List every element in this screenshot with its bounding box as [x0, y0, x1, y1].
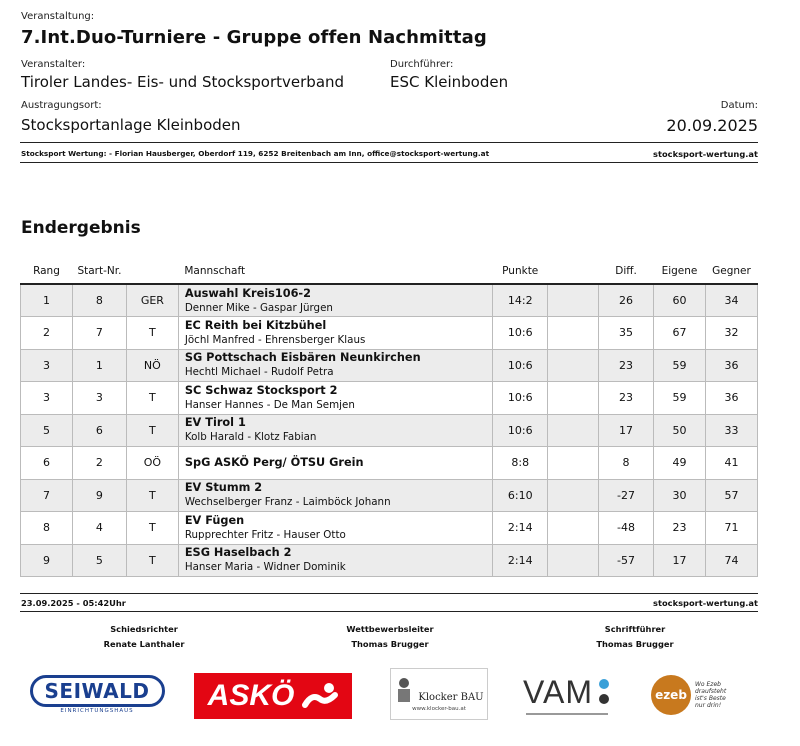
team-cell	[178, 349, 492, 382]
difference-cell: 35	[599, 317, 654, 350]
footer-website: stocksport-wertung.at	[653, 598, 758, 608]
col-nat	[126, 258, 178, 284]
col-team: Mannschaft	[178, 258, 492, 284]
askoe-text: ASKÖ	[207, 679, 295, 712]
provider-website: stocksport-wertung.at	[653, 149, 758, 159]
own-score-cell: 23	[654, 512, 706, 545]
team-name: SpG ASKÖ Perg/ ÖTSU Grein	[184, 456, 364, 470]
rank-cell: 7	[21, 479, 73, 512]
region-cell: T	[126, 382, 178, 415]
table-row	[21, 382, 758, 415]
official-role-referee: Schiedsrichter	[110, 624, 178, 634]
team-players: Hechtl Michael - Rudolf Petra	[184, 366, 334, 379]
difference-cell: -57	[599, 544, 654, 577]
vam-underline	[526, 713, 608, 715]
opponent-score-cell: 57	[705, 479, 757, 512]
start-number-cell: 1	[72, 349, 126, 382]
venue-label: Austragungsort:	[21, 100, 102, 111]
table-row	[21, 317, 758, 350]
team-cell	[178, 317, 492, 350]
start-number-cell: 5	[72, 544, 126, 577]
sponsor-ezeb-logo	[650, 670, 732, 720]
sponsor-askoe-logo	[194, 673, 352, 719]
askoe-figure-icon	[302, 681, 338, 711]
team-name: EV Stumm 2	[184, 481, 263, 495]
col-eigene: Eigene	[654, 258, 706, 284]
col-start: Start-Nr.	[72, 258, 126, 284]
opponent-score-cell: 41	[705, 447, 757, 480]
provider-info: Stocksport Wertung: - Florian Hausberger, Oberdorf 119, 6252 Breitenbach am Inn, office@stocksport-wertung.at	[21, 149, 490, 158]
difference-cell: 23	[599, 382, 654, 415]
team-cell	[178, 382, 492, 415]
official-name-referee: Renate Lanthaler	[103, 639, 185, 649]
footer-divider-top	[20, 593, 758, 594]
seiwald-text: SEIWALD	[44, 678, 150, 703]
region-cell: T	[126, 544, 178, 577]
start-number-cell: 3	[72, 382, 126, 415]
rank-cell: 9	[21, 544, 73, 577]
team-players: Jöchl Manfred - Ehrensberger Klaus	[184, 333, 366, 346]
event-title: 7.Int.Duo-Turniere - Gruppe offen Nachmittag	[21, 27, 487, 48]
opponent-score-cell: 74	[705, 544, 757, 577]
table-row	[21, 479, 758, 512]
opponent-score-cell: 34	[705, 284, 757, 317]
team-cell	[178, 544, 492, 577]
own-score-cell: 49	[654, 447, 706, 480]
points-cell: 8:8	[493, 447, 548, 480]
sponsor-vam-logo	[518, 670, 616, 718]
col-rang: Rang	[21, 258, 73, 284]
official-name-clerk: Thomas Brugger	[596, 639, 674, 649]
region-cell: T	[126, 317, 178, 350]
rank-cell: 5	[21, 414, 73, 447]
team-name: SG Pottschach Eisbären Neunkirchen	[184, 351, 421, 365]
team-name: ESG Haselbach 2	[184, 546, 292, 560]
own-score-cell: 59	[654, 382, 706, 415]
sponsor-seiwald-logo	[35, 670, 159, 718]
region-cell: T	[126, 512, 178, 545]
difference-cell: 26	[599, 284, 654, 317]
team-players: Denner Mike - Gaspar Jürgen	[184, 301, 333, 314]
points-cell: 10:6	[493, 382, 548, 415]
difference-cell: 17	[599, 414, 654, 447]
team-cell	[178, 414, 492, 447]
table-row	[21, 544, 758, 577]
region-cell: T	[126, 479, 178, 512]
start-number-cell: 8	[72, 284, 126, 317]
klocker-text: Klocker BAU	[418, 691, 484, 703]
official-role-director: Wettbewerbsleiter	[346, 624, 434, 634]
team-cell	[178, 284, 492, 317]
start-number-cell: 4	[72, 512, 126, 545]
organizer: Tiroler Landes- Eis- und Stocksportverband	[21, 73, 345, 91]
team-name: EC Reith bei Kitzbühel	[184, 318, 327, 332]
table-row	[21, 447, 758, 480]
opponent-score-cell: 33	[705, 414, 757, 447]
blank-cell	[548, 349, 599, 382]
footer-divider-bottom	[20, 611, 758, 612]
print-timestamp: 23.09.2025 - 05:42Uhr	[21, 598, 126, 608]
points-cell: 10:6	[493, 414, 548, 447]
blank-cell	[548, 382, 599, 415]
region-cell: NÖ	[126, 349, 178, 382]
table-header	[21, 258, 758, 284]
opponent-score-cell: 36	[705, 382, 757, 415]
vam-dots-icon	[597, 677, 611, 707]
col-blank	[548, 258, 599, 284]
rank-cell: 6	[21, 447, 73, 480]
sponsor-klocker-logo	[390, 668, 488, 720]
opponent-score-cell: 32	[705, 317, 757, 350]
blank-cell	[548, 284, 599, 317]
difference-cell: -27	[599, 479, 654, 512]
team-players: Hanser Hannes - De Man Semjen	[184, 398, 355, 411]
seiwald-sub: EINRICHTUNGSHAUS	[60, 707, 134, 714]
section-title: Endergebnis	[21, 218, 141, 238]
rank-cell: 3	[21, 382, 73, 415]
blank-cell	[548, 479, 599, 512]
official-name-director: Thomas Brugger	[351, 639, 429, 649]
team-players: Hanser Maria - Widner Dominik	[184, 561, 346, 574]
team-name: SC Schwaz Stocksport 2	[184, 383, 338, 397]
table-row	[21, 512, 758, 545]
vam-text: VAM	[523, 673, 593, 710]
own-score-cell: 17	[654, 544, 706, 577]
klocker-url: www.klocker-bau.at	[412, 705, 466, 712]
host: ESC Kleinboden	[390, 73, 509, 91]
difference-cell: -48	[599, 512, 654, 545]
own-score-cell: 30	[654, 479, 706, 512]
points-cell: 10:6	[493, 349, 548, 382]
start-number-cell: 6	[72, 414, 126, 447]
team-cell	[178, 447, 492, 480]
team-name: EV Fügen	[184, 513, 245, 527]
team-players: Rupprechter Fritz - Hauser Otto	[184, 528, 346, 541]
region-cell: T	[126, 414, 178, 447]
col-gegner: Gegner	[705, 258, 757, 284]
blank-cell	[548, 447, 599, 480]
points-cell: 10:6	[493, 317, 548, 350]
organizer-label: Veranstalter:	[21, 59, 86, 70]
blank-cell	[548, 544, 599, 577]
rank-cell: 2	[21, 317, 73, 350]
own-score-cell: 60	[654, 284, 706, 317]
ezeb-slogan: Wo Ezeb draufsteht ist's Beste nur drin!	[695, 681, 727, 709]
rank-cell: 8	[21, 512, 73, 545]
start-number-cell: 2	[72, 447, 126, 480]
team-players: Kolb Harald - Klotz Fabian	[184, 431, 317, 444]
event-label: Veranstaltung:	[21, 11, 95, 22]
region-cell: OÖ	[126, 447, 178, 480]
points-cell: 6:10	[493, 479, 548, 512]
date-label: Datum:	[720, 100, 758, 111]
difference-cell: 8	[599, 447, 654, 480]
blank-cell	[548, 317, 599, 350]
own-score-cell: 67	[654, 317, 706, 350]
header-divider-2	[20, 162, 758, 163]
official-role-clerk: Schriftführer	[604, 624, 666, 634]
rank-cell: 3	[21, 349, 73, 382]
start-number-cell: 9	[72, 479, 126, 512]
start-number-cell: 7	[72, 317, 126, 350]
table-row	[21, 414, 758, 447]
table-row	[21, 349, 758, 382]
opponent-score-cell: 36	[705, 349, 757, 382]
header-divider	[20, 142, 758, 143]
blank-cell	[548, 414, 599, 447]
rank-cell: 1	[21, 284, 73, 317]
opponent-score-cell: 71	[705, 512, 757, 545]
table-row	[21, 284, 758, 317]
venue: Stocksportanlage Kleinboden	[21, 116, 241, 134]
points-cell: 2:14	[493, 544, 548, 577]
ezeb-text: ezeb	[655, 688, 687, 702]
team-name: Auswahl Kreis106-2	[184, 286, 311, 300]
points-cell: 14:2	[493, 284, 548, 317]
team-players: Wechselberger Franz - Laimböck Johann	[184, 496, 391, 509]
team-cell	[178, 479, 492, 512]
points-cell: 2:14	[493, 512, 548, 545]
results-table	[20, 258, 758, 577]
team-cell	[178, 512, 492, 545]
own-score-cell: 50	[654, 414, 706, 447]
col-diff: Diff.	[599, 258, 654, 284]
event-date: 20.09.2025	[666, 116, 758, 135]
region-cell: GER	[126, 284, 178, 317]
klocker-figure-icon	[394, 677, 414, 703]
blank-cell	[548, 512, 599, 545]
difference-cell: 23	[599, 349, 654, 382]
col-punkte: Punkte	[493, 258, 548, 284]
host-label: Durchführer:	[390, 59, 454, 70]
own-score-cell: 59	[654, 349, 706, 382]
team-name: EV Tirol 1	[184, 416, 246, 430]
